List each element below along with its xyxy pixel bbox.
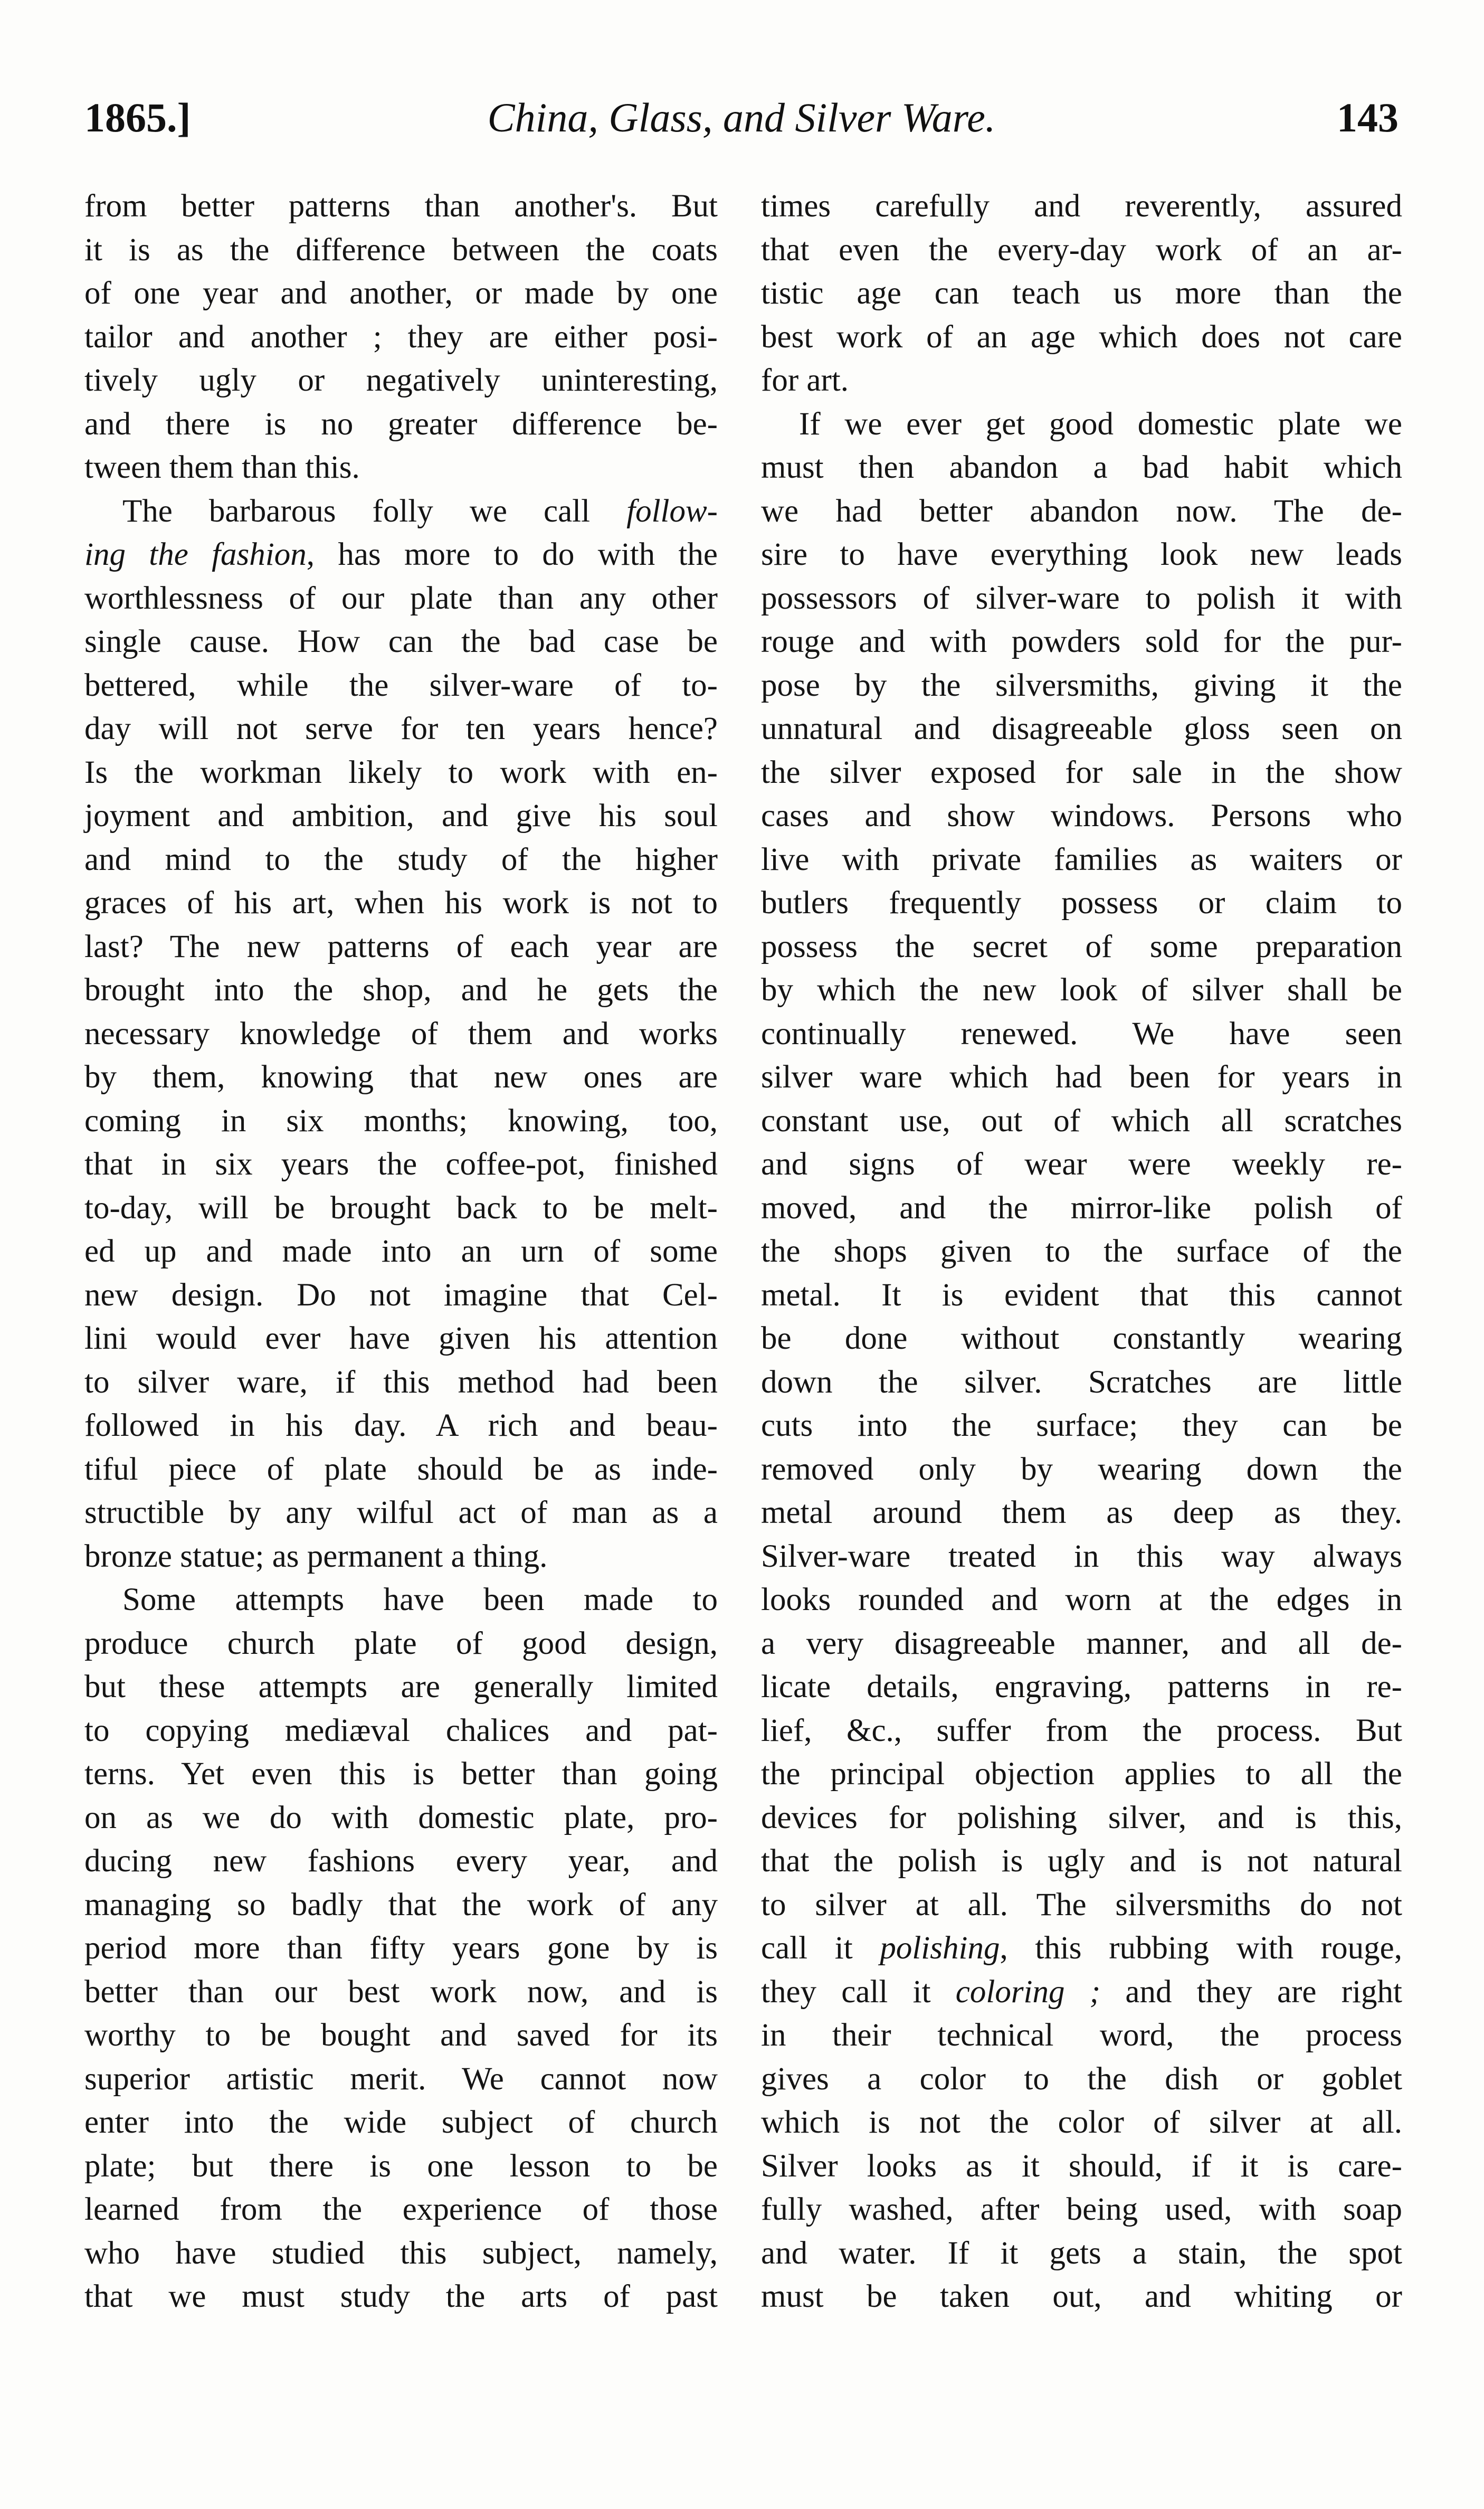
text-line: necessary knowledge of them and works — [84, 1016, 718, 1052]
text-line: the principal objection applies to all the — [761, 1756, 1402, 1792]
text-line: the shops given to the surface of the — [761, 1234, 1402, 1269]
text-line: enter into the wide subject of church — [84, 2105, 718, 2140]
header-year: 1865.] — [84, 94, 191, 140]
text-line: period more than fifty years gone by is — [84, 1930, 718, 1966]
text-line: moved, and the mirror-like polish of — [761, 1190, 1402, 1226]
text-line: better than our best work now, and is — [84, 1974, 718, 2010]
running-header — [84, 89, 1399, 147]
text-line: bettered, while the silver-ware of to- — [84, 667, 718, 703]
text-line: call it polishing, this rubbing with rouge, — [761, 1930, 1402, 1966]
text-line: it is as the difference between the coats — [84, 232, 718, 268]
text-line: continually renewed. We have seen — [761, 1016, 1402, 1052]
text-line: to copying mediæval chalices and pat- — [84, 1712, 718, 1748]
text-line: last? The new patterns of each year are — [84, 929, 718, 964]
left-text-column — [84, 185, 718, 2319]
text-line: by which the new look of silver shall be — [761, 972, 1402, 1008]
text-line: worthlessness of our plate than any other — [84, 580, 718, 616]
text-line: structible by any wilful act of man as a — [84, 1495, 718, 1530]
text-line: and mind to the study of the higher — [84, 841, 718, 877]
text-line: lief, &c., suffer from the process. But — [761, 1712, 1402, 1748]
text-line: but these attempts are generally limited — [84, 1669, 718, 1705]
text-line: Some attempts have been made to — [122, 1582, 718, 1617]
text-line: to-day, will be brought back to be melt- — [84, 1190, 718, 1226]
text-line: Silver-ware treated in this way always — [761, 1538, 1402, 1574]
text-line: ing the fashion, has more to do with the — [84, 537, 718, 572]
text-line: by them, knowing that new ones are — [84, 1059, 718, 1095]
text-line: coming in six months; knowing, too, — [84, 1103, 718, 1139]
text-line: If we ever get good domestic plate we — [799, 406, 1402, 442]
text-line: must be taken out, and whiting or — [761, 2279, 1402, 2314]
text-line: silver ware which had been for years in — [761, 1059, 1402, 1095]
text-line: unnatural and disagreeable gloss seen on — [761, 711, 1402, 746]
text-line: down the silver. Scratches are little — [761, 1364, 1402, 1400]
text-line: devices for polishing silver, and is this, — [761, 1800, 1402, 1835]
text-line: lini would ever have given his attention — [84, 1321, 718, 1356]
text-line: gives a color to the dish or goblet — [761, 2061, 1402, 2097]
text-line: possessors of silver-ware to polish it with — [761, 580, 1402, 616]
text-line: and there is no greater difference be- — [84, 406, 718, 442]
text-line: bronze statue; as permanent a thing. — [84, 1538, 548, 1574]
text-line: day will not serve for ten years hence? — [84, 711, 718, 746]
text-line: new design. Do not imagine that Cel- — [84, 1277, 718, 1313]
text-line: to silver at all. The silversmiths do not — [761, 1887, 1402, 1923]
text-line: the silver exposed for sale in the show — [761, 754, 1402, 790]
italic-phrase: coloring ; — [955, 1974, 1101, 2010]
text-line: best work of an age which does not care — [761, 319, 1402, 355]
text-line: fully washed, after being used, with soap — [761, 2192, 1402, 2227]
text-line: we had better abandon now. The de- — [761, 493, 1402, 529]
text-line: graces of his art, when his work is not to — [84, 885, 718, 921]
text-line: Is the workman likely to work with en- — [84, 754, 718, 790]
text-line: must then abandon a bad habit which — [761, 450, 1402, 485]
italic-phrase: polishing — [880, 1930, 1000, 1966]
text-line: butlers frequently possess or claim to — [761, 885, 1402, 921]
text-line: tween them than this. — [84, 450, 360, 485]
text-line: single cause. How can the bad case be — [84, 624, 718, 659]
text-line: a very disagreeable manner, and all de- — [761, 1625, 1402, 1661]
text-line: metal. It is evident that this cannot — [761, 1277, 1402, 1313]
text-line: for art. — [761, 363, 849, 398]
text-line: looks rounded and worn at the edges in — [761, 1582, 1402, 1617]
text-line: to silver ware, if this method had been — [84, 1364, 718, 1400]
text-line: possess the secret of some preparation — [761, 929, 1402, 964]
text-line: plate; but there is one lesson to be — [84, 2148, 718, 2184]
text-line: ducing new fashions every year, and — [84, 1843, 718, 1879]
text-line: joyment and ambition, and give his soul — [84, 798, 718, 834]
text-line: tively ugly or negatively uninteresting, — [84, 363, 718, 398]
text-line: they call it coloring ; and they are right — [761, 1974, 1402, 2010]
text-line: The barbarous folly we call follow- — [122, 493, 718, 529]
text-line: terns. Yet even this is better than going — [84, 1756, 718, 1792]
text-line: tailor and another ; they are either posi- — [84, 319, 718, 355]
text-line: licate details, engraving, patterns in re- — [761, 1669, 1402, 1705]
text-line: that in six years the coffee-pot, finished — [84, 1147, 718, 1182]
text-line: that even the every-day work of an ar- — [761, 232, 1402, 268]
text-line: on as we do with domestic plate, pro- — [84, 1800, 718, 1835]
text-line: constant use, out of which all scratches — [761, 1103, 1402, 1139]
text-line: Silver looks as it should, if it is care- — [761, 2148, 1402, 2184]
text-line: from better patterns than another's. But — [84, 188, 718, 224]
text-line: tistic age can teach us more than the — [761, 276, 1402, 311]
text-line: removed only by wearing down the — [761, 1451, 1402, 1487]
text-line: metal around them as deep as they. — [761, 1495, 1402, 1530]
text-line: that the polish is ugly and is not natural — [761, 1843, 1402, 1879]
text-line: learned from the experience of those — [84, 2192, 718, 2227]
text-line: ed up and made into an urn of some — [84, 1234, 718, 1269]
text-line: that we must study the arts of past — [84, 2279, 718, 2314]
text-line: cuts into the surface; they can be — [761, 1408, 1402, 1443]
text-line: be done without constantly wearing — [761, 1321, 1402, 1356]
page-number: 143 — [1337, 94, 1399, 140]
text-line: which is not the color of silver at all. — [761, 2105, 1402, 2140]
text-line: of one year and another, or made by one — [84, 276, 718, 311]
text-line: cases and show windows. Persons who — [761, 798, 1402, 834]
text-line: managing so badly that the work of any — [84, 1887, 718, 1923]
italic-phrase: follow- — [626, 493, 718, 529]
text-line: brought into the shop, and he gets the — [84, 972, 718, 1008]
text-line: pose by the silversmiths, giving it the — [761, 667, 1402, 703]
text-line: followed in his day. A rich and beau- — [84, 1408, 718, 1443]
italic-phrase: ing the fashion — [84, 537, 307, 572]
text-line: tiful piece of plate should be as inde- — [84, 1451, 718, 1487]
text-line: in their technical word, the process — [761, 2018, 1402, 2053]
text-line: produce church plate of good design, — [84, 1625, 718, 1661]
text-line: and water. If it gets a stain, the spot — [761, 2235, 1402, 2271]
text-line: worthy to be bought and saved for its — [84, 2018, 718, 2053]
text-line: times carefully and reverently, assured — [761, 188, 1402, 224]
text-line: superior artistic merit. We cannot now — [84, 2061, 718, 2097]
text-line: rouge and with powders sold for the pur- — [761, 624, 1402, 659]
text-line: who have studied this subject, namely, — [84, 2235, 718, 2271]
header-title: China, Glass, and Silver Ware. — [487, 94, 996, 140]
right-text-column — [761, 185, 1402, 2319]
text-line: sire to have everything look new leads — [761, 537, 1402, 572]
text-line: and signs of wear were weekly re- — [761, 1147, 1402, 1182]
text-line: live with private families as waiters or — [761, 841, 1402, 877]
